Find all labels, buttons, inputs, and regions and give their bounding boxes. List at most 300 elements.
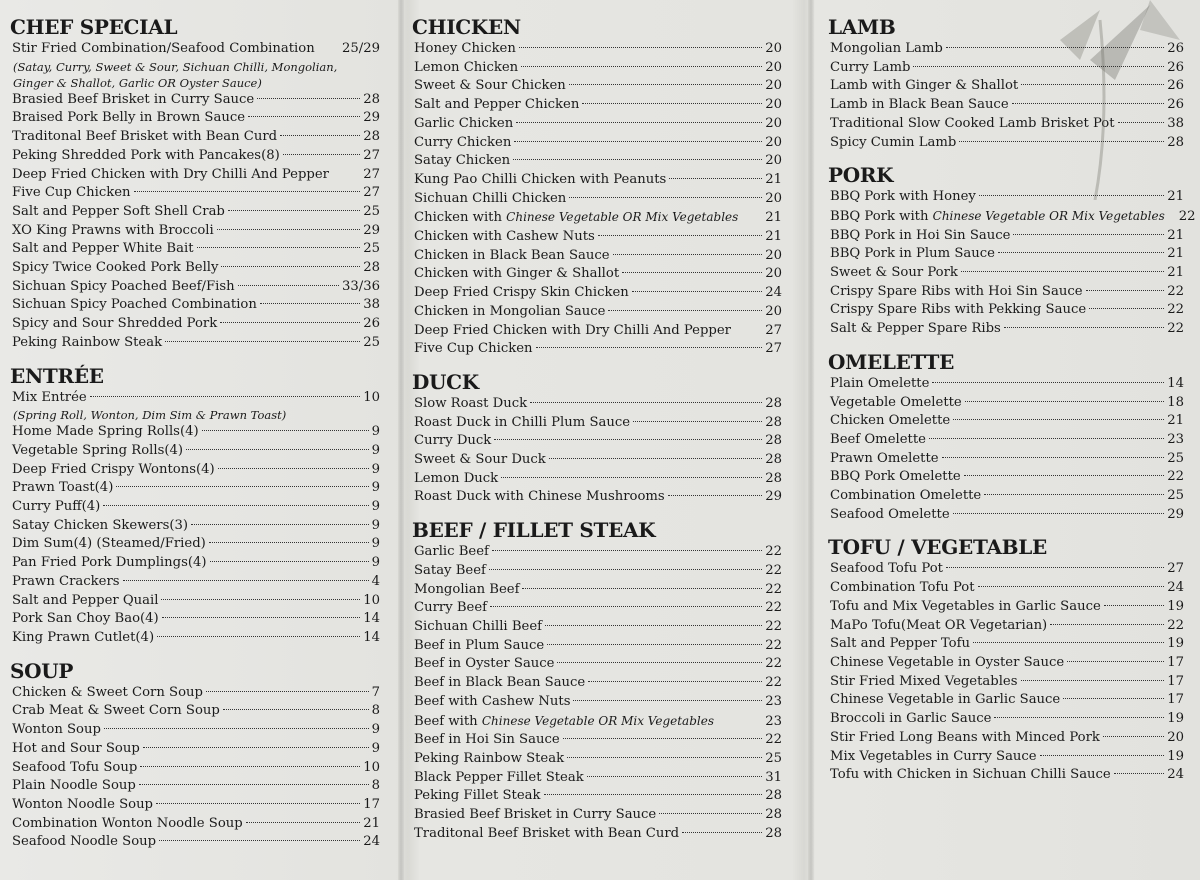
menu-item-price: 9	[371, 536, 380, 552]
menu-item-name	[10, 777, 136, 796]
menu-item	[10, 442, 380, 461]
menu-item-name-text: Combination Tofu Pot	[830, 580, 975, 596]
menu-item-name-text: Chicken Omelette	[830, 413, 951, 429]
menu-item-name-text: Plain Omelette	[830, 375, 930, 391]
menu-item	[10, 389, 380, 408]
menu-item-name	[412, 581, 519, 600]
menu-item-name-text: Sweet & Sour Pork	[830, 265, 958, 281]
dot-leader	[123, 580, 369, 581]
menu-item-name	[828, 710, 991, 729]
menu-item-price: 24	[765, 285, 782, 301]
menu-item-name-text: Lamb with Ginger & Shallot	[830, 78, 1019, 94]
menu-item	[412, 171, 782, 190]
menu-item	[412, 96, 782, 115]
menu-item-name-text: Peking Rainbow Steak	[414, 750, 565, 766]
dot-leader	[521, 66, 762, 67]
menu-item	[828, 729, 1184, 748]
menu-item	[412, 134, 782, 153]
menu-item-name	[828, 579, 975, 598]
menu-item	[412, 451, 782, 470]
menu-item	[412, 208, 782, 228]
menu-item-name	[828, 320, 1001, 339]
menu-item-price: 24	[1167, 580, 1184, 596]
menu-item	[828, 375, 1184, 394]
dot-leader	[220, 322, 360, 323]
menu-item-price: 9	[371, 424, 380, 440]
menu-item-price: 20	[765, 266, 782, 282]
menu-item-price: 9	[371, 517, 380, 533]
menu-item-price: 20	[765, 153, 782, 169]
menu-item-name	[10, 610, 159, 629]
menu-item	[828, 506, 1184, 525]
menu-item	[412, 265, 782, 284]
menu-item-name-text: Seafood Noodle Soup	[12, 834, 157, 850]
menu-item	[10, 334, 380, 353]
menu-item-name-text: Spicy Twice Cooked Pork Belly	[12, 260, 219, 276]
menu-item	[10, 629, 380, 648]
menu-item-name-text: Combination Omelette	[830, 488, 982, 504]
menu-item	[10, 461, 380, 480]
dot-leader	[143, 747, 369, 748]
menu-item-name-text: Vegetable Omelette	[830, 394, 962, 410]
menu-item-price: 9	[371, 461, 380, 477]
menu-item-name	[412, 303, 605, 322]
section-title: ENTRÉE	[10, 363, 104, 388]
menu-section-beef-fillet-steak	[412, 517, 782, 843]
dot-leader	[633, 421, 762, 422]
menu-item-price: 20	[765, 59, 782, 75]
dot-leader	[202, 430, 369, 431]
menu-section-lamb	[828, 14, 1184, 152]
menu-item-name-text: Curry Beef	[414, 600, 488, 616]
dot-leader	[1021, 680, 1165, 681]
menu-item-name-text: Dim Sum(4) (Steamed/Fried)	[12, 536, 206, 552]
menu-column-middle	[400, 0, 812, 880]
dot-leader	[489, 569, 762, 570]
menu-item-name	[412, 599, 487, 618]
menu-item	[412, 115, 782, 134]
menu-item	[412, 432, 782, 451]
menu-item-name-text: Peking Fillet Steak	[414, 788, 541, 804]
dot-leader	[613, 254, 763, 255]
menu-item-name	[828, 283, 1083, 302]
dot-leader	[165, 341, 360, 342]
menu-item-name-text: Chicken with	[414, 210, 507, 226]
menu-item-name-text: Beef Omelette	[830, 431, 926, 447]
menu-item-price: 27	[765, 322, 782, 338]
menu-item-name	[10, 815, 243, 834]
menu-item-name-text: Lemon Duck	[414, 470, 499, 486]
menu-item-name	[412, 115, 513, 134]
menu-item-name	[10, 498, 100, 517]
menu-item	[828, 468, 1184, 487]
dot-leader	[587, 776, 763, 777]
menu-item-name-text: Beef with Cashew Nuts	[414, 693, 571, 709]
menu-item	[10, 815, 380, 834]
menu-item-price: 38	[363, 297, 380, 313]
menu-item	[412, 190, 782, 209]
menu-item-price: 19	[1167, 636, 1184, 652]
menu-item-name-text: Seafood Omelette	[830, 506, 950, 522]
menu-item	[10, 479, 380, 498]
menu-item-name	[10, 461, 215, 480]
menu-item-name	[10, 278, 235, 297]
menu-item	[828, 691, 1184, 710]
menu-item-price: 28	[765, 452, 782, 468]
menu-item	[412, 712, 782, 732]
menu-item-price: 26	[1167, 59, 1184, 75]
menu-item	[828, 673, 1184, 692]
menu-item-name-text: Traditonal Beef Brisket with Bean Curd	[12, 129, 278, 145]
menu-item-name-text: Beef in Black Bean Sauce	[414, 675, 586, 691]
dot-leader	[659, 813, 762, 814]
menu-item-name-text: BBQ Pork with	[830, 208, 933, 224]
dot-leader	[598, 235, 762, 236]
menu-item-price: 9	[371, 740, 380, 756]
menu-item-price: 24	[363, 834, 380, 850]
menu-item	[828, 710, 1184, 729]
menu-section-duck	[412, 369, 782, 507]
menu-item-name-text: BBQ Pork in Plum Sauce	[830, 246, 995, 262]
dot-leader	[569, 84, 762, 85]
menu-item-name	[412, 432, 491, 451]
menu-item-name-text: Beef in Hoi Sin Sauce	[414, 732, 560, 748]
menu-item	[10, 498, 380, 517]
section-title: PORK	[828, 163, 894, 188]
menu-item-name-text: Seafood Tofu Soup	[12, 759, 138, 775]
menu-item-name	[412, 171, 666, 190]
menu-item	[828, 748, 1184, 767]
menu-item-price: 29	[363, 110, 380, 126]
menu-column-right	[812, 0, 1200, 880]
menu-section-pork	[828, 162, 1196, 339]
menu-item-name	[10, 166, 329, 185]
menu-item-name	[10, 334, 162, 353]
menu-item-name-text: Mongolian Lamb	[830, 41, 943, 56]
dot-leader	[221, 266, 360, 267]
menu-item-price: 18	[1167, 394, 1184, 410]
menu-item-name	[412, 284, 629, 303]
dot-leader	[1086, 290, 1165, 291]
menu-item-name-text: Traditonal Beef Brisket with Bean Curd	[414, 825, 680, 841]
menu-item-name-text: Chicken with Cashew Nuts	[414, 229, 595, 245]
dot-leader	[569, 197, 762, 198]
menu-item	[412, 769, 782, 788]
menu-item-name-text: Beef in Plum Sauce	[414, 637, 545, 653]
menu-item-name	[828, 264, 958, 283]
menu-item-price: 21	[765, 229, 782, 245]
menu-item	[828, 579, 1184, 598]
menu-item-name	[10, 554, 207, 573]
menu-item-name-text: Salt and Pepper White Bait	[12, 241, 194, 257]
menu-item	[828, 207, 1196, 227]
menu-item-price: 28	[363, 129, 380, 145]
menu-item	[828, 77, 1184, 96]
menu-item-name-text: BBQ Pork in Hoi Sin Sauce	[830, 227, 1011, 243]
menu-item-name-text: Seafood Tofu Pot	[830, 561, 943, 577]
menu-item-name	[828, 394, 962, 413]
menu-item-name	[412, 395, 527, 414]
menu-item-name	[412, 208, 738, 228]
menu-item	[828, 394, 1184, 413]
menu-item-name-text: Slow Roast Duck	[414, 395, 528, 411]
menu-item-name-text: Sichuan Spicy Poached Beef/Fish	[12, 278, 235, 294]
menu-item-name	[412, 134, 511, 153]
menu-item	[10, 759, 380, 778]
menu-item-name-text: Tofu and Mix Vegetables in Garlic Sauce	[830, 598, 1101, 614]
menu-item	[10, 40, 380, 59]
menu-item-name	[828, 729, 1100, 748]
menu-item-price: 9	[371, 722, 380, 738]
menu-item-name-text: Beef in Oyster Sauce	[414, 656, 555, 672]
dot-leader	[1103, 736, 1164, 737]
section-title: SOUP	[10, 658, 74, 683]
section-title: LAMB	[828, 15, 896, 39]
menu-item-price: 22	[1167, 617, 1184, 633]
menu-item-price: 27	[765, 341, 782, 357]
menu-item-name-text: Plain Noodle Soup	[12, 778, 136, 794]
menu-item	[10, 592, 380, 611]
dot-leader	[1067, 661, 1164, 662]
menu-item-name	[828, 227, 1010, 246]
menu-item-name-text: Salt and Pepper Tofu	[830, 636, 970, 652]
menu-item-price: 23	[765, 713, 782, 729]
menu-item-price: 21	[765, 210, 782, 226]
fold-line	[398, 0, 404, 880]
dot-leader	[1021, 84, 1164, 85]
dot-leader	[494, 439, 762, 440]
menu-item	[10, 535, 380, 554]
menu-item	[412, 581, 782, 600]
menu-section-chicken	[412, 14, 782, 359]
menu-item-price: 14	[1167, 375, 1184, 391]
menu-item-price: 4	[371, 573, 380, 589]
dot-leader	[549, 458, 762, 459]
menu-item-price: 28	[765, 470, 782, 486]
menu-item-price: 9	[371, 480, 380, 496]
menu-item-name	[828, 40, 943, 59]
dot-leader	[161, 599, 360, 600]
menu-item-price: 22	[765, 675, 782, 691]
menu-item-name-text: Beef with	[414, 713, 482, 729]
menu-item	[412, 806, 782, 825]
menu-item	[412, 340, 782, 359]
dot-leader	[516, 122, 762, 123]
menu-item-name	[828, 412, 950, 431]
menu-item-price: 10	[363, 592, 380, 608]
menu-item-name-text: Deep Fried Crispy Wontons(4)	[12, 461, 215, 477]
menu-item	[10, 240, 380, 259]
menu-item-name	[828, 468, 961, 487]
menu-item-name	[412, 322, 731, 341]
menu-item-price: 9	[371, 555, 380, 571]
menu-item	[412, 543, 782, 562]
menu-item-name	[10, 128, 277, 147]
menu-column-left	[0, 0, 400, 880]
menu-item	[10, 721, 380, 740]
menu-item-name-text: Prawn Crackers	[12, 573, 120, 589]
dot-leader	[197, 247, 361, 248]
menu-item-price: 21	[1167, 189, 1184, 205]
menu-item-name-text: XO King Prawns with Broccoli	[12, 222, 214, 238]
menu-item	[828, 115, 1184, 134]
menu-item-name-text: Curry Puff(4)	[12, 499, 101, 515]
menu-item	[828, 598, 1184, 617]
menu-item-name	[10, 740, 140, 759]
dot-leader	[257, 98, 360, 99]
menu-item-name	[10, 184, 131, 203]
menu-item-price: 21	[1167, 413, 1184, 429]
dot-leader	[206, 691, 369, 692]
menu-item	[828, 766, 1184, 785]
menu-item	[828, 487, 1184, 506]
menu-item-name-text: Wonton Noodle Soup	[12, 796, 153, 812]
menu-item-price: 28	[765, 807, 782, 823]
menu-item	[828, 431, 1184, 450]
menu-item-price: 22	[1167, 302, 1184, 318]
menu-item-price: 28	[1167, 134, 1184, 150]
menu-item-name	[828, 598, 1101, 617]
menu-item-price: 8	[371, 778, 380, 794]
menu-item-price: 27	[363, 185, 380, 201]
menu-item-name-text: Satay Beef	[414, 562, 486, 578]
menu-item-name-text: Curry Chicken	[414, 134, 512, 150]
menu-item-name-text: Deep Fried Chicken with Dry Chilli And Pepper	[12, 166, 329, 182]
menu-item-name	[412, 247, 610, 266]
menu-item-price: 33/36	[341, 278, 380, 294]
menu-item	[412, 731, 782, 750]
menu-item-name	[412, 414, 630, 433]
menu-item-name-text: Five Cup Chicken	[414, 341, 533, 357]
menu-item-name	[412, 562, 486, 581]
menu-item-name-text: Wonton Soup	[12, 722, 101, 738]
dot-leader	[283, 154, 360, 155]
menu-item	[10, 166, 380, 185]
menu-item-name-text: Sweet & Sour Chicken	[414, 78, 566, 94]
menu-item-name-text: Pan Fried Pork Dumplings(4)	[12, 555, 207, 571]
dot-leader	[557, 662, 762, 663]
menu-item	[828, 59, 1184, 78]
menu-item-price: 28	[765, 395, 782, 411]
dot-leader	[1050, 624, 1164, 625]
menu-item-name	[412, 228, 595, 247]
dot-leader	[978, 586, 1165, 587]
menu-item-name	[828, 59, 910, 78]
menu-item-name-text: Braised Pork Belly in Brown Sauce	[12, 110, 246, 126]
menu-item	[412, 284, 782, 303]
menu-item-price: 28	[765, 433, 782, 449]
menu-item-price: 10	[363, 759, 380, 775]
dot-leader	[218, 468, 369, 469]
menu-item-price: 22	[1167, 283, 1184, 299]
menu-item	[412, 303, 782, 322]
dot-leader	[965, 401, 1164, 402]
menu-item-name-text: Salt and Pepper Chicken	[414, 97, 580, 113]
menu-item	[828, 264, 1184, 283]
menu-item-options: Chinese Vegetable OR Mix Vegetables	[932, 208, 1165, 223]
menu-item-name	[412, 190, 566, 209]
dot-leader	[953, 513, 1165, 514]
menu-section-chef-special	[10, 14, 380, 353]
menu-item-name-text: Salt and Pepper Quail	[12, 592, 159, 608]
dot-leader	[994, 717, 1164, 718]
menu-item-name-text: Sichuan Chilli Chicken	[414, 190, 567, 206]
menu-item-price: 9	[371, 499, 380, 515]
dot-leader	[134, 191, 361, 192]
menu-item-price: 14	[363, 629, 380, 645]
menu-item	[10, 573, 380, 592]
menu-item-name	[10, 259, 218, 278]
menu-item-name	[10, 423, 199, 442]
menu-item	[828, 560, 1184, 579]
menu-item-price: 25	[1167, 450, 1184, 466]
menu-item-name	[412, 543, 489, 562]
dot-leader	[979, 195, 1164, 196]
menu-item-name-text: King Prawn Cutlet(4)	[12, 629, 155, 645]
menu-item-name	[10, 517, 188, 536]
fold-line	[808, 0, 814, 880]
dot-leader	[913, 66, 1164, 67]
dot-leader	[547, 644, 762, 645]
menu-item-name-text: Hot and Sour Soup	[12, 740, 140, 756]
menu-item-price: 20	[1167, 729, 1184, 745]
menu-item-name	[412, 77, 566, 96]
menu-item-name	[10, 721, 101, 740]
menu-item-price: 28	[765, 825, 782, 841]
dot-leader	[567, 757, 762, 758]
menu-item-name-text: Black Pepper Fillet Steak	[414, 769, 584, 785]
menu-item-price: 19	[1167, 598, 1184, 614]
dot-leader	[103, 505, 368, 506]
menu-item-name	[412, 693, 570, 712]
menu-item-price: 21	[765, 171, 782, 187]
menu-item	[828, 283, 1184, 302]
menu-item-price: 21	[1167, 246, 1184, 262]
menu-item-name-text: Chinese Vegetable in Garlic Sauce	[830, 692, 1061, 708]
menu-item-name-text: Chicken in Mongolian Sauce	[414, 303, 606, 319]
menu-item	[412, 152, 782, 171]
menu-item-price: 29	[363, 222, 380, 238]
menu-item-name-text: Lamb in Black Bean Sauce	[830, 97, 1009, 113]
dot-leader	[668, 495, 763, 496]
menu-item-name	[828, 96, 1009, 115]
menu-item-name-text: Deep Fried Crispy Skin Chicken	[414, 285, 629, 301]
menu-item-name	[10, 315, 217, 334]
menu-item-name-text: Prawn Omelette	[830, 450, 939, 466]
menu-item-price: 22	[1178, 208, 1196, 224]
section-title: CHICKEN	[412, 15, 521, 39]
menu-item	[828, 450, 1184, 469]
menu-item-name-text: Chicken & Sweet Corn Soup	[12, 684, 203, 700]
menu-item-price: 27	[363, 166, 380, 182]
dot-leader	[946, 47, 1164, 48]
menu-item-price: 20	[765, 115, 782, 131]
menu-item-name-text: Kung Pao Chilli Chicken with Peanuts	[414, 171, 667, 187]
dot-leader	[946, 567, 1164, 568]
menu-item	[828, 245, 1184, 264]
menu-item-name	[412, 618, 542, 637]
menu-section-soup	[10, 658, 380, 852]
menu-item-price: 28	[765, 414, 782, 430]
menu-item-price: 27	[1167, 561, 1184, 577]
menu-item-name-text: Chicken with Ginger & Shallot	[414, 266, 620, 282]
dot-leader	[186, 449, 369, 450]
menu-item-name	[412, 265, 619, 284]
menu-item-price: 25	[363, 203, 380, 219]
menu-item-price: 17	[1167, 692, 1184, 708]
menu-item-name-text: Curry Lamb	[830, 59, 911, 75]
menu-item-price: 28	[363, 91, 380, 107]
